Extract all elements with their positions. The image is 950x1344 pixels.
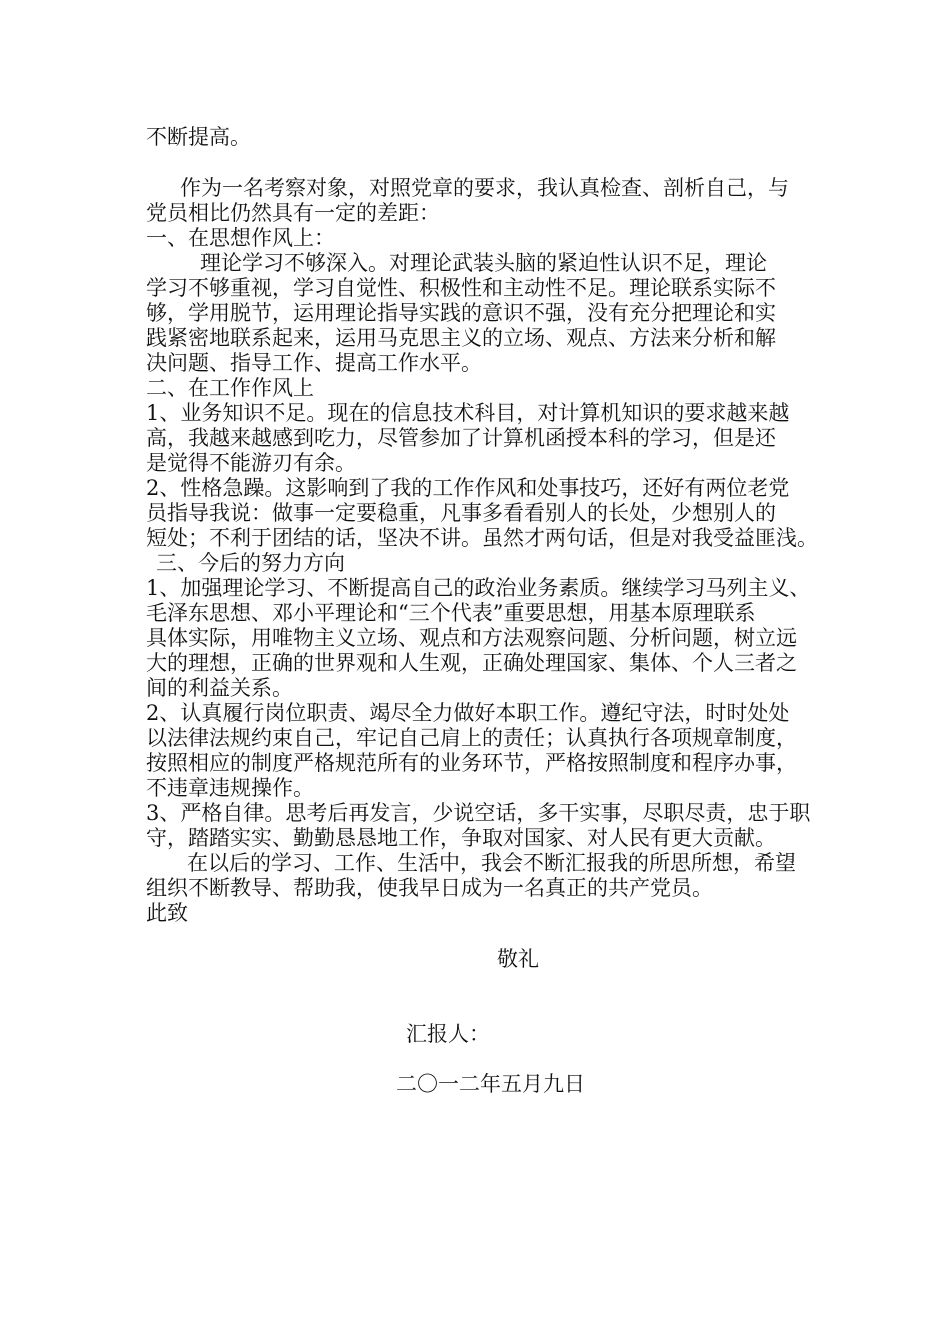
paragraph-line: 高，我越来越感到吃力，尽管参加了计算机函授本科的学习，但是还 — [146, 426, 776, 450]
paragraph-line: 作为一名考察对象，对照党章的要求，我认真检查、剖析自己，与 — [180, 176, 789, 200]
section-heading: 二、在工作作风上 — [146, 376, 314, 400]
paragraph-line: 够，学用脱节，运用理论指导实践的意识不强，没有充分把理论和实 — [146, 301, 776, 325]
paragraph-line: 是觉得不能游刃有余。 — [146, 451, 356, 475]
paragraph-line: 员指导我说：做事一定要稳重，凡事多看看别人的长处，少想别人的 — [146, 501, 776, 525]
paragraph-line: 间的利益关系。 — [146, 676, 293, 700]
paragraph-line: 党员相比仍然具有一定的差距： — [146, 201, 440, 225]
closing-salute: 敬礼 — [497, 947, 539, 971]
paragraph-line: 不断提高。 — [146, 125, 251, 149]
paragraph-line: 1、加强理论学习、不断提高自己的政治业务素质。继续学习马列主义、 — [146, 576, 811, 600]
paragraph-line: 按照相应的制度严格规范所有的业务环节，严格按照制度和程序办事， — [146, 751, 797, 775]
paragraph-line: 不违章违规操作。 — [146, 776, 314, 800]
paragraph-line: 在以后的学习、工作、生活中，我会不断汇报我的所思所想，希望 — [187, 851, 796, 875]
paragraph-line: 理论学习不够深入。对理论武装头脑的紧迫性认识不足，理论 — [200, 251, 767, 275]
paragraph-line: 1、业务知识不足。现在的信息技术科目，对计算机知识的要求越来越 — [146, 401, 790, 425]
paragraph-line: 大的理想，正确的世界观和人生观，正确处理国家、集体、个人三者之 — [146, 651, 797, 675]
paragraph-line: 3、严格自律。思考后再发言，少说空话，多干实事，尽职尽责，忠于职 — [146, 801, 811, 825]
paragraph-line: 决问题、指导工作、提高工作水平。 — [146, 351, 482, 375]
closing-salutation: 此致 — [146, 901, 188, 925]
paragraph-line: 组织不断教导、帮助我，使我早日成为一名真正的共产党员。 — [146, 876, 713, 900]
paragraph-line: 守，踏踏实实、勤勤恳恳地工作，争取对国家、对人民有更大贡献。 — [146, 826, 776, 850]
section-heading: 一、在思想作风上： — [146, 226, 335, 250]
paragraph-line: 学习不够重视，学习自觉性、积极性和主动性不足。理论联系实际不 — [146, 276, 776, 300]
section-heading: 三、今后的努力方向 — [156, 551, 345, 575]
paragraph-line: 毛泽东思想、邓小平理论和“三个代表”重要思想，用基本原理联系 — [146, 601, 756, 625]
paragraph-line: 2、认真履行岗位职责、竭尽全力做好本职工作。遵纪守法，时时处处 — [146, 701, 790, 725]
reporter-label: 汇报人： — [406, 1022, 490, 1046]
report-date: 二〇一二年五月九日 — [396, 1072, 585, 1096]
paragraph-line: 2、性格急躁。这影响到了我的工作作风和处事技巧，还好有两位老党 — [146, 476, 790, 500]
paragraph-line: 践紧密地联系起来，运用马克思主义的立场、观点、方法来分析和解 — [146, 326, 776, 350]
paragraph-line: 短处；不利于团结的话，坚决不讲。虽然才两句话，但是对我受益匪浅。 — [146, 526, 818, 550]
paragraph-line: 具体实际，用唯物主义立场、观点和方法观察问题、分析问题，树立远 — [146, 626, 797, 650]
paragraph-line: 以法律法规约束自己，牢记自己肩上的责任；认真执行各项规章制度， — [146, 726, 797, 750]
